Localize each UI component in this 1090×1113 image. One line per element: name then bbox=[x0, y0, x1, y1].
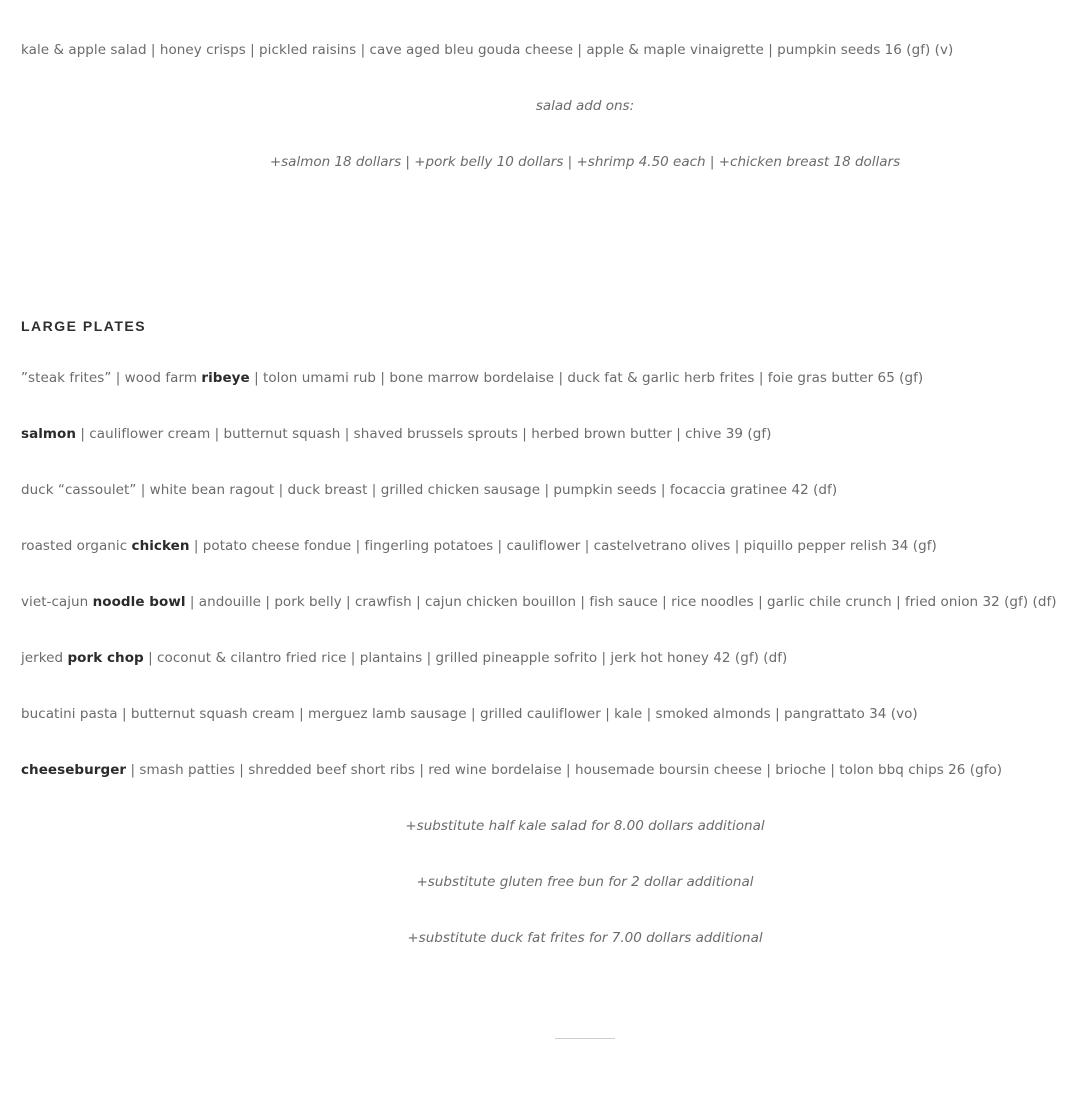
item-name: pork chop bbox=[67, 650, 144, 666]
item-text: | potato cheese fondue | fingerling potatoes | cauliflower | castelvetrano olives | piquillo pepper relish 34 (gf) bbox=[189, 538, 937, 554]
item-text: | coconut & cilantro fried rice | plantains | grilled pineapple sofrito | jerk hot honey 42 (gf) (df) bbox=[143, 650, 788, 666]
item-text: | andouille | pork belly | crawfish | cajun chicken bouillon | fish sauce | rice noodles | garlic chile crunch | fried onion 32 (gf) (df) bbox=[185, 594, 1057, 610]
menu-item-salmon bbox=[21, 424, 771, 444]
menu-item-pork-chop bbox=[21, 648, 787, 668]
item-name: noodle bowl bbox=[92, 594, 186, 610]
item-text: jerked bbox=[21, 650, 68, 666]
salad-addons-list: +salmon 18 dollars | +pork belly 10 dollars | +shrimp 4.50 each | +chicken breast 18 dollars bbox=[269, 154, 901, 170]
menu-item-chicken bbox=[21, 536, 937, 556]
item-text: | cauliflower cream | butternut squash | shaved brussels sprouts | herbed brown butter | chive 39 (gf) bbox=[76, 426, 772, 442]
item-text: roasted organic bbox=[21, 538, 132, 554]
clipped-menu-line bbox=[21, 0, 25, 8]
menu-item-ribeye bbox=[21, 368, 923, 388]
item-name: ribeye bbox=[201, 370, 250, 386]
item-name: chicken bbox=[131, 538, 190, 554]
substitution-gluten-free-bun: +substitute gluten free bun for 2 dollar additional bbox=[416, 874, 754, 890]
item-name: salmon bbox=[21, 426, 77, 442]
item-name: cheeseburger bbox=[21, 762, 127, 778]
item-text: | smash patties | shredded beef short ribs | red wine bordelaise | housemade boursin cheese | brioche | tolon bbq chips 26 (gfo) bbox=[126, 762, 1003, 778]
substitution-kale-salad: +substitute half kale salad for 8.00 dollars additional bbox=[405, 818, 765, 834]
item-text: bucatini pasta | butternut squash cream | merguez lamb sausage | grilled cauliflower | kale | smoked almonds | pangrattato 34 (vo) bbox=[21, 706, 918, 722]
section-divider bbox=[555, 1038, 615, 1039]
menu-item-duck bbox=[21, 480, 837, 500]
menu-item-cheeseburger bbox=[21, 760, 1002, 780]
item-text: ”steak frites” | wood farm bbox=[21, 370, 202, 386]
menu-item-bucatini bbox=[21, 704, 918, 724]
large-plates-heading: LARGE PLATES bbox=[21, 318, 147, 334]
salad-addons-title: salad add ons: bbox=[535, 98, 635, 114]
menu-item-noodle-bowl bbox=[21, 592, 1057, 612]
item-text: viet-cajun bbox=[21, 594, 93, 610]
item-text: | tolon umami rub | bone marrow bordelaise | duck fat & garlic herb frites | foie gras butter 65 (gf) bbox=[249, 370, 924, 386]
item-text: duck “cassoulet” | white bean ragout | duck breast | grilled chicken sausage | pumpkin seeds | focaccia gratinee 42 (df) bbox=[21, 482, 838, 498]
substitution-duck-fat-frites: +substitute duck fat frites for 7.00 dollars additional bbox=[407, 930, 763, 946]
kale-salad-item: kale & apple salad | honey crisps | pickled raisins | cave aged bleu gouda cheese | apple & maple vinaigrette | pumpkin seeds 16 (gf) (v) bbox=[21, 42, 954, 58]
